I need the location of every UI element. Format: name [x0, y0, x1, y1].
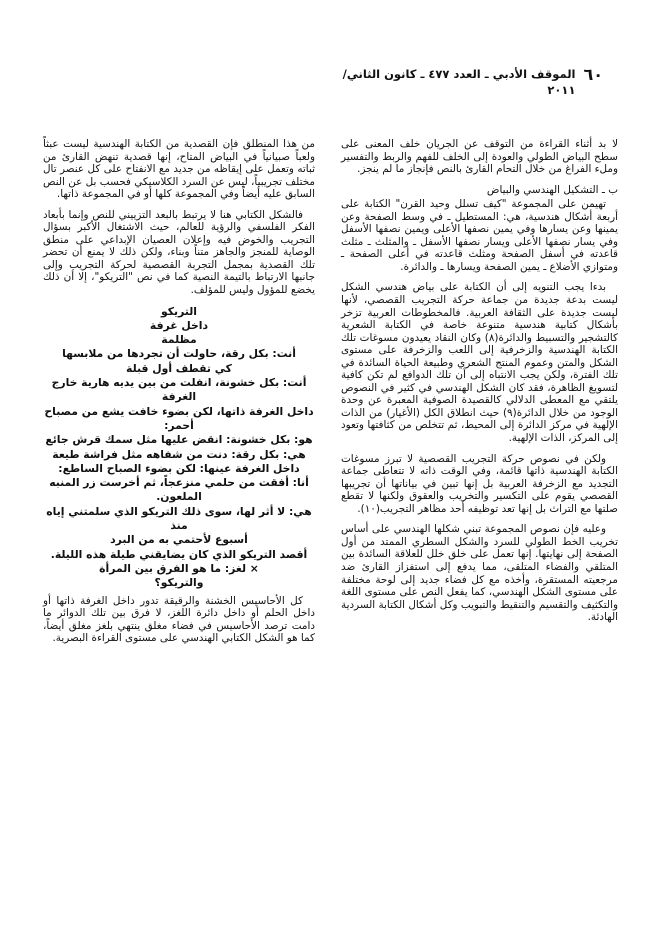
poem-line: أنت: بكل رقة، حاولت أن تجردها من ملابسها	[62, 347, 296, 361]
poem-line: داخل الغرفة عينها: لكن بضوء الصباح الساطع:	[58, 461, 300, 475]
poem-line: أنا: أفقت من حلمي منزعجاً، ثم أخرست زر المنبه الملعون.	[49, 476, 309, 504]
poem-line: أقصد التريكو الذي كان يضايقني طيلة هذه الليلة.	[50, 547, 308, 561]
paragraph: لا بد أثناء القراءة من التوقف عن الجريان خلف المعنى على سطح البياض الطولي والعودة إلى الخلف للفهم والربط والتفسير وملء الفراغ من خلال التحام القارئ بالنص فإنجاز ما لم ينجز.	[341, 138, 618, 176]
running-title	[343, 66, 576, 98]
poem-line: أنت: بكل خشونة، انفلت من بين يديه هارية خارج الغرفة	[51, 376, 307, 404]
paragraph: فالشكل الكتابي هنا لا يرتبط بالبعد التزييني للنص وإنما بأبعاد الفكر الفلسفي والرؤية للعالم، حيث الاشتغال الأكبر بسؤال التجريب والخوض فيه وإعلان العصيان الإبداعي على منطق الوصاية للمنجز والجاهز متناً وبناء، ولكن ذلك لا يمنع أن تحضر تلك القصدية بمجمل التجربة القصصية لحركة التجريب وإلى جانبها الارتباط بالتيمة النصية كما في نص "التريكو"، إلا أن ذلك يخضع للمؤول وليس للمؤلف.	[43, 208, 315, 297]
poem-line: داخل غرفة	[149, 318, 209, 332]
poem-line: كي تقطف أول قبلة	[126, 361, 232, 375]
right-column	[341, 138, 618, 632]
poem-line: مظلمة	[161, 333, 197, 347]
left-column	[43, 138, 315, 653]
poem-line: داخل الغرفة ذاتها، لكن بضوء خافت يشع من مصباح أحمر:	[44, 404, 314, 432]
poem-line: هي: لا أثر لها، سوى ذلك التريكو الذي سلمتني إياه منذ	[46, 504, 312, 533]
poem-line: هي: بكل رقة: دنت من شفاهه مثل فراشة طيعة	[52, 447, 306, 461]
issue-year: ٢٠١١	[547, 83, 576, 97]
page-number: ٦٠	[583, 65, 603, 84]
poem-line: × لغز: ما هو الفرق بين المرأة	[99, 561, 259, 575]
paragraph: وعليه فإن نصوص المجموعة تبني شكلها الهندسي على أساس تخريب الخط الطولي للسرد والشكل السطري الممتد من أول الصفحة إلى نهايتها. إنها تعمل على خلق خلل للعلاقة السائدة بين المتلقي والفضاء المتلقى، مما يدفع إلى استفزاز القارئ ضد مرجعيته المستقرة، وأخذه مع كل فضاء جديد إلى لوحة مختلفة على مستوى الشكل الهندسي، كما يفعل النص على مستوى اللغة والتكثيف والتقسيم والتنقيط والتبويب وكل أشكال الكتابة السردية الهادئة.	[341, 523, 618, 624]
paragraph: تهيمن على المجموعة "كيف تسلل وحيد القرن" الكتابة على أربعة أشكال هندسية، هي: المستطيل ـ في وسط الصفحة وعن يمينها وعن يسارها وفي يمين نصفها الأعلى ويمين نصفها الأسفل وفي يسار نصفها الأعلى ويسار نصفها الأسفل ـ والمثلث ـ مثلث قاعدته في أسفل الصفحة ومثلث قاعدته في أعلى الصفحة ـ ومتوازي الأضلاع ـ يمين الصفحة ويسارها ـ والدائرة.	[341, 198, 618, 273]
section-subtitle: ب ـ التشكيل الهندسي والبياض	[486, 183, 618, 196]
poem-line: التريكو	[161, 304, 197, 318]
poem-line: أسبوع لأحتمي به من البرد	[110, 533, 248, 547]
paragraph: من هذا المنطلق فإن القصدية من الكتابة الهندسية ليست عبثاً ولعباً صبيانياً في البياض المتاح، إنها قصدية تنهض القارئ من ثباته وتعمل على إيقاظه من جديد مع الانفتاح على كل عنصر تال مختلف تجريبياً، ليس عن السرد الكلاسيكي فحسب بل عن النص السابق عليه أيضاً وفي المجموعة كلها أو في المجموعة ذاتها.	[43, 138, 315, 201]
quoted-story-tricot	[43, 305, 315, 591]
page-header	[53, 66, 603, 106]
paragraph: ولكن في نصوص حركة التجريب القصصية لا تبرز مسوغات الكتابة الهندسية ذاتها قائمة، وفي الوقت ذاته لا تتعاطى جماعة التجديد مع الزخرفة العربية بل إنها تبين في بياناتها أن تجريبها القصصي يقوم على التكسير والتخريب والعقوق ولكنها لا تقطع صلتها مع التراث بل إنها تعد توظيفه أحد مظاهر التجريب(١٠).	[341, 452, 618, 515]
journal-issue: الموقف الأدبي ـ العدد ٤٧٧ ـ كانون الثاني/	[342, 67, 576, 81]
paragraph: كل الأحاسيس الخشنة والرقيقة تدور داخل الغرفة ذاتها أو داخل الحلم أو داخل دائرة اللغز، لا فرق بين تلك الدوائر ما دامت ترصد الأحاسيس في فضاء مغلق ينتهي بلغز مغلق أيضاً، كما هو الشكل الكتابي الهندسي على مستوى القراءة البصرية.	[43, 594, 315, 645]
paragraph: بدءا يجب التنويه إلى أن الكتابة على بياض هندسي الشكل ليست بدعة جديدة من جماعة حركة التجريب القصصي، لأنها ليست جديدة على الثقافة العربية. فالمخطوطات العربية تزخر بأشكال كتابية هندسية متنوعة خاصة في الكتابة الشعرية كالتشجير والتسبيط والدائرة(٨) وكان النقاد يعيدون مسوغات تلك الكتابة الهندسية والزخرفية إلى اللعب والزخرفة على مستوى الشكل والمتن وعموم المنتج الشعري وطبيعة الحياة السائدة في تلك الفترة، ولكن يجب الانتباه إلى أن تلك الدوافع لم تكن كافية لتسويغ الظاهرة، فقد كان الشكل الهندسي في كثير في النصوص يلتقي مع المعطى الدلالي كالقصيدة الصوفية المعبرة عن وحدة الوجود من خلال الدائرة(٩) حيث انطلاق الكل (الأغيار) من الذات الإلهية في مركز الدائرة إلى المحيط، ثم تتخلص من كثافتها وتعود إلى المركز، الذات الإلهية.	[341, 281, 618, 445]
poem-line: والتريكو؟	[154, 576, 204, 590]
poem-line: هو: بكل خشونة: انقض عليها مثل سمك قرش جائع	[45, 433, 313, 447]
